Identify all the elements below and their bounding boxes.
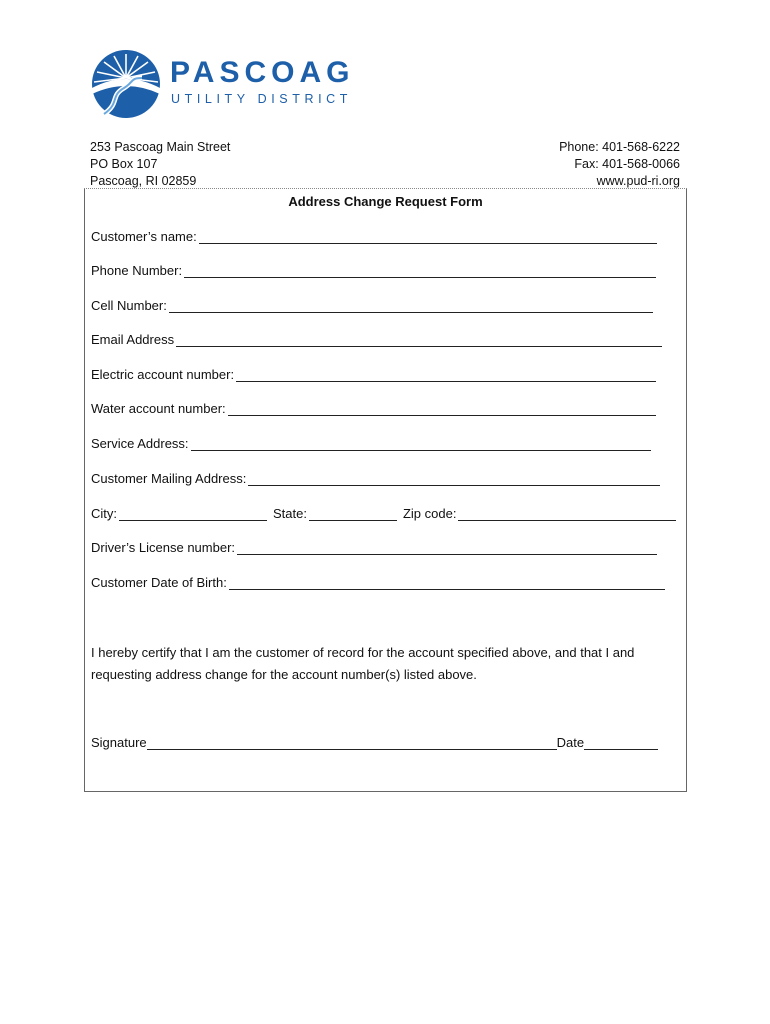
sun-river-logo-icon [90, 48, 162, 120]
pascoag-logo [90, 46, 360, 122]
state-label: State: [273, 506, 307, 521]
customer-name-label: Customer’s name: [91, 229, 197, 244]
electric-label: Electric account number: [91, 367, 235, 382]
signature-label: Signature [91, 735, 147, 750]
state-field[interactable] [309, 508, 397, 521]
water-field[interactable] [228, 403, 656, 416]
city-state-zip-row [91, 506, 676, 521]
service-row [91, 436, 651, 451]
electric-row [91, 367, 656, 382]
city-field[interactable] [119, 508, 267, 521]
website-link[interactable]: www.pud-ri.org [596, 174, 680, 188]
form-title: Address Change Request Form [288, 194, 483, 209]
address-line-2: PO Box 107 [90, 157, 158, 171]
email-label: Email Address [91, 332, 175, 347]
signature-row [91, 735, 658, 750]
phone-text: Phone: 401-568-6222 [559, 140, 680, 154]
dob-field[interactable] [229, 577, 665, 590]
service-field[interactable] [191, 438, 651, 451]
fax-text: Fax: 401-568-0066 [574, 157, 680, 171]
license-field[interactable] [237, 542, 657, 555]
date-field[interactable] [584, 737, 658, 750]
dob-label: Customer Date of Birth: [91, 575, 227, 590]
signature-field[interactable] [147, 737, 557, 750]
logo-subtitle: UTILITY DISTRICT [171, 92, 353, 106]
mailing-field[interactable] [248, 473, 660, 486]
dob-row [91, 575, 665, 590]
phone-field[interactable] [184, 265, 656, 278]
service-label: Service Address: [91, 436, 189, 451]
zip-label: Zip code: [402, 506, 457, 521]
certification-text: I hereby certify that I am the customer of record for the account specified above, and that I and requesting address change for the account number(s) listed above. [91, 645, 635, 682]
cell-field[interactable] [169, 300, 653, 313]
address-line-3: Pascoag, RI 02859 [90, 174, 197, 188]
address-line-1: 253 Pascoag Main Street [90, 140, 231, 154]
mailing-label: Customer Mailing Address: [91, 471, 247, 486]
license-row [91, 540, 657, 555]
zip-field[interactable] [458, 508, 676, 521]
date-label: Date [556, 735, 585, 750]
customer-name-field[interactable] [199, 231, 657, 244]
water-label: Water account number: [91, 401, 226, 416]
electric-field[interactable] [236, 369, 656, 382]
email-field[interactable] [176, 334, 662, 347]
mailing-address [90, 139, 230, 190]
phone-label: Phone Number: [91, 263, 183, 278]
contact-info [559, 139, 680, 190]
phone-row [91, 263, 656, 278]
mailing-row [91, 471, 660, 486]
cell-row [91, 298, 653, 313]
cell-label: Cell Number: [91, 298, 167, 313]
email-row [91, 332, 662, 347]
address-change-form [84, 189, 687, 792]
logo-name: PASCOAG [170, 56, 355, 89]
water-row [91, 401, 656, 416]
customer-name-row [91, 229, 657, 244]
city-label: City: [91, 506, 117, 521]
license-label: Driver’s License number: [91, 540, 236, 555]
